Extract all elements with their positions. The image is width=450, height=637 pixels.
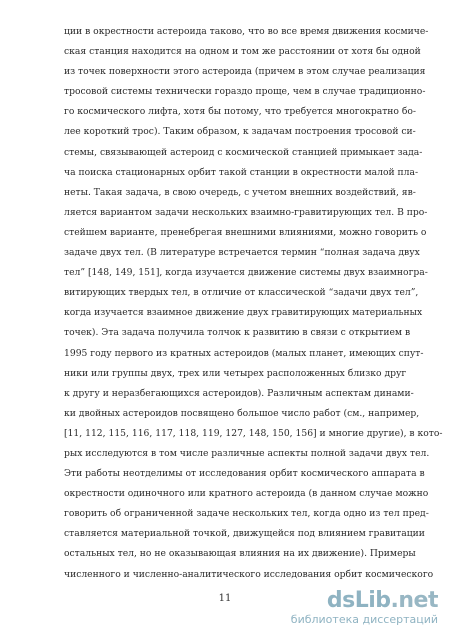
text-line: тел” [148, 149, 151], когда изучается движение системы двух взаимногра- [64, 267, 428, 279]
text-line: лее короткий трос). Таким образом, к задачам построения тросовой си- [64, 126, 416, 138]
text-line: остальных тел, но не оказывающая влияния на их движение). Примеры [64, 548, 416, 560]
text-line: Эти работы неотделимы от исследования орбит космического аппарата в [64, 468, 425, 480]
dslib-watermark [292, 588, 442, 630]
text-line: ки двойных астероидов посвящено большое число работ (см., например, [64, 407, 420, 419]
text-line: к другу и неразбегающихся астероидов). Различным аспектам динами- [64, 387, 414, 399]
text-line: когда изучается взаимное движение двух гравитирующих материальных [64, 307, 423, 319]
text-line: ники или группы двух, трех или четырех расположенных близко друг [64, 367, 407, 379]
page-number: 11 [218, 593, 232, 604]
text-line: рых исследуются в том числе различные аспекты полной задачи двух тел. [64, 447, 430, 459]
text-line: численного и численно-аналитического исследования орбит космического [64, 568, 434, 580]
text-line: стемы, связывающей астероид с космической станцией примыкает зада- [64, 146, 423, 158]
watermark-logo [327, 588, 438, 613]
text-line: неты. Такая задача, в свою очередь, с учетом внешних воздействий, яв- [64, 186, 416, 198]
text-line: тросовой системы технически гораздо проще, чем в случае традиционно- [64, 86, 426, 98]
text-line: 1995 году первого из кратных астероидов (малых планет, имеющих спут- [64, 347, 424, 359]
text-line: го космического лифта, хотя бы потому, что требуется многократно бо- [64, 106, 417, 118]
text-line: витирующих твердых тел, в отличие от классической “задачи двух тел”, [64, 287, 419, 299]
text-line: ставляется материальной точкой, движущейся под влиянием гравитации [64, 528, 425, 540]
text-line: [11, 112, 115, 116, 117, 118, 119, 127, 148, 150, 156] и многие другие), в кото- [64, 427, 443, 439]
watermark-logo-main: dsLib [326, 588, 391, 613]
text-line: точек). Эта задача получила толчок к развитию в связи с открытием в [64, 327, 411, 339]
body-text [64, 22, 443, 585]
watermark-logo-tld: .net [390, 588, 438, 613]
text-line: ции в окрестности астероида таково, что во все время движения космиче- [64, 26, 429, 37]
text-line: задаче двух тел. (В литературе встречается термин “полная задача двух [64, 247, 420, 259]
text-line: ская станция находится на одном и том же расстоянии от хотя бы одной [64, 46, 421, 58]
text-line: говорить об ограниченной задаче нескольких тел, когда одно из тел пред- [64, 508, 429, 520]
watermark-caption: библиотека диссертаций [290, 613, 438, 626]
text-line: окрестности одиночного или кратного астероида (в данном случае можно [64, 488, 429, 500]
text-line: ляется вариантом задачи нескольких взаимно-гравитирующих тел. В про- [64, 206, 428, 218]
text-line: стейшем варианте, пренебрегая внешними влияниями, можно говорить о [64, 226, 427, 238]
text-line: из точек поверхности этого астероида (причем в этом случае реализация [64, 66, 426, 78]
text-line: ча поиска стационарных орбит такой станции в окрестности малой пла- [64, 166, 419, 178]
